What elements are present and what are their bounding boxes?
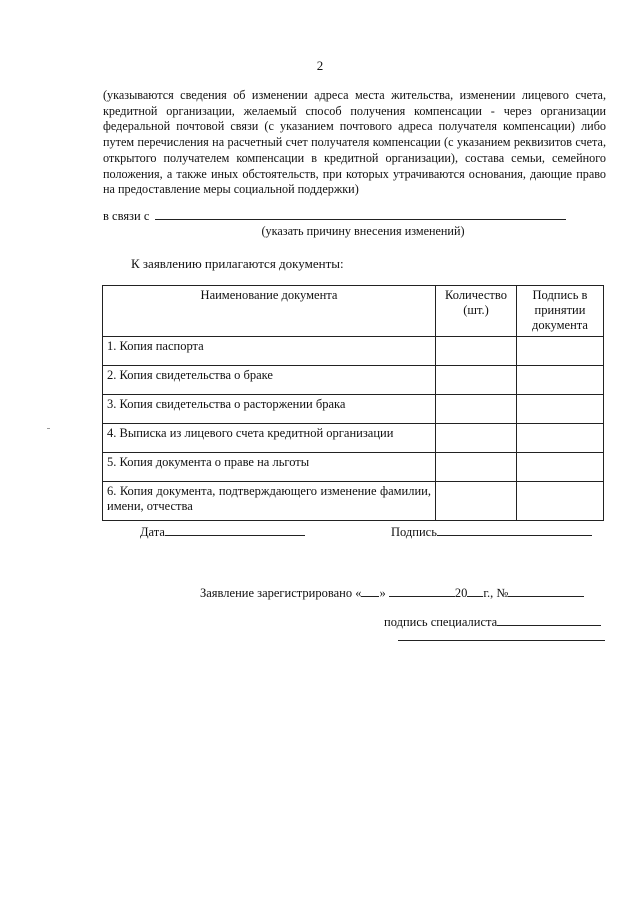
reason-blank-field[interactable]	[155, 208, 566, 220]
document-name-cell: 5. Копия документа о праве на льготы	[103, 453, 436, 482]
specialist-signature-field[interactable]	[497, 614, 601, 626]
document-name-cell: 1. Копия паспорта	[103, 337, 436, 366]
signature-cell[interactable]	[517, 337, 604, 366]
documents-table	[102, 285, 604, 521]
table-row	[103, 337, 604, 366]
quantity-cell[interactable]	[436, 424, 517, 453]
registration-year-suffix: г., №	[483, 586, 509, 600]
signature-cell[interactable]	[517, 453, 604, 482]
table-header-row	[103, 286, 604, 337]
specialist-name-field[interactable]	[398, 640, 605, 641]
reason-hint: (указать причину внесения изменений)	[261, 224, 465, 238]
margin-mark	[47, 428, 50, 429]
date-line	[140, 524, 305, 540]
quantity-cell[interactable]	[436, 395, 517, 424]
document-name-cell: 2. Копия свидетельства о браке	[103, 366, 436, 395]
instruction-note: (указываются сведения об изменении адреса места жительства, изменении лицевого счета, кредитной организации, желаемый способ получения компенсации - через организации федеральной почтовой связи (с указанием почтового адреса получателя компенсации) либо путем перечисления на расчетный счет получателя компенсации (с указанием реквизитов счета, открытого получателем компенсации в кредитной организации), состава семьи, семейного положения, а также иных обстоятельств, при которых утрачиваются основания, дающие право на предоставление меры социальной поддержки)	[103, 88, 606, 197]
table-row	[103, 453, 604, 482]
document-name-cell: 4. Выписка из лицевого счета кредитной организации	[103, 424, 436, 453]
specialist-label: подпись специалиста	[384, 615, 498, 629]
signature-cell[interactable]	[517, 366, 604, 395]
registration-line	[200, 585, 584, 601]
signature-cell[interactable]	[517, 482, 604, 521]
signature-cell[interactable]	[517, 395, 604, 424]
signature-field[interactable]	[437, 524, 592, 536]
attachments-intro: К заявлению прилагаются документы:	[131, 256, 344, 271]
registration-quote-close: »	[379, 586, 386, 600]
quantity-cell[interactable]	[436, 337, 517, 366]
reason-line	[103, 208, 566, 224]
document-name-cell: 6. Копия документа, подтверждающего изменение фамилии, имени, отчества	[103, 482, 436, 521]
registration-number-field[interactable]	[508, 585, 584, 597]
table-row	[103, 482, 604, 521]
signature-line	[391, 524, 592, 540]
date-field[interactable]	[165, 524, 305, 536]
registration-year-prefix: 20	[454, 586, 468, 600]
registration-month-field[interactable]	[389, 585, 455, 597]
header-document-name: Наименование документа	[103, 286, 436, 337]
document-name-cell: 3. Копия свидетельства о расторжении брака	[103, 395, 436, 424]
table-row	[103, 366, 604, 395]
registration-year-field[interactable]	[467, 585, 483, 597]
specialist-line	[384, 614, 601, 630]
registration-day-field[interactable]	[361, 585, 379, 597]
header-quantity: Количество (шт.)	[436, 286, 517, 337]
signature-label: Подпись	[391, 525, 437, 539]
signature-cell[interactable]	[517, 424, 604, 453]
page-number: 2	[316, 58, 324, 73]
date-label: Дата	[140, 525, 165, 539]
reason-label: в связи с	[103, 209, 150, 223]
quantity-cell[interactable]	[436, 482, 517, 521]
table-row	[103, 395, 604, 424]
quantity-cell[interactable]	[436, 366, 517, 395]
registration-label: Заявление зарегистрировано «	[200, 586, 362, 600]
table-row	[103, 424, 604, 453]
header-signature: Подпись в принятии документа	[517, 286, 604, 337]
quantity-cell[interactable]	[436, 453, 517, 482]
